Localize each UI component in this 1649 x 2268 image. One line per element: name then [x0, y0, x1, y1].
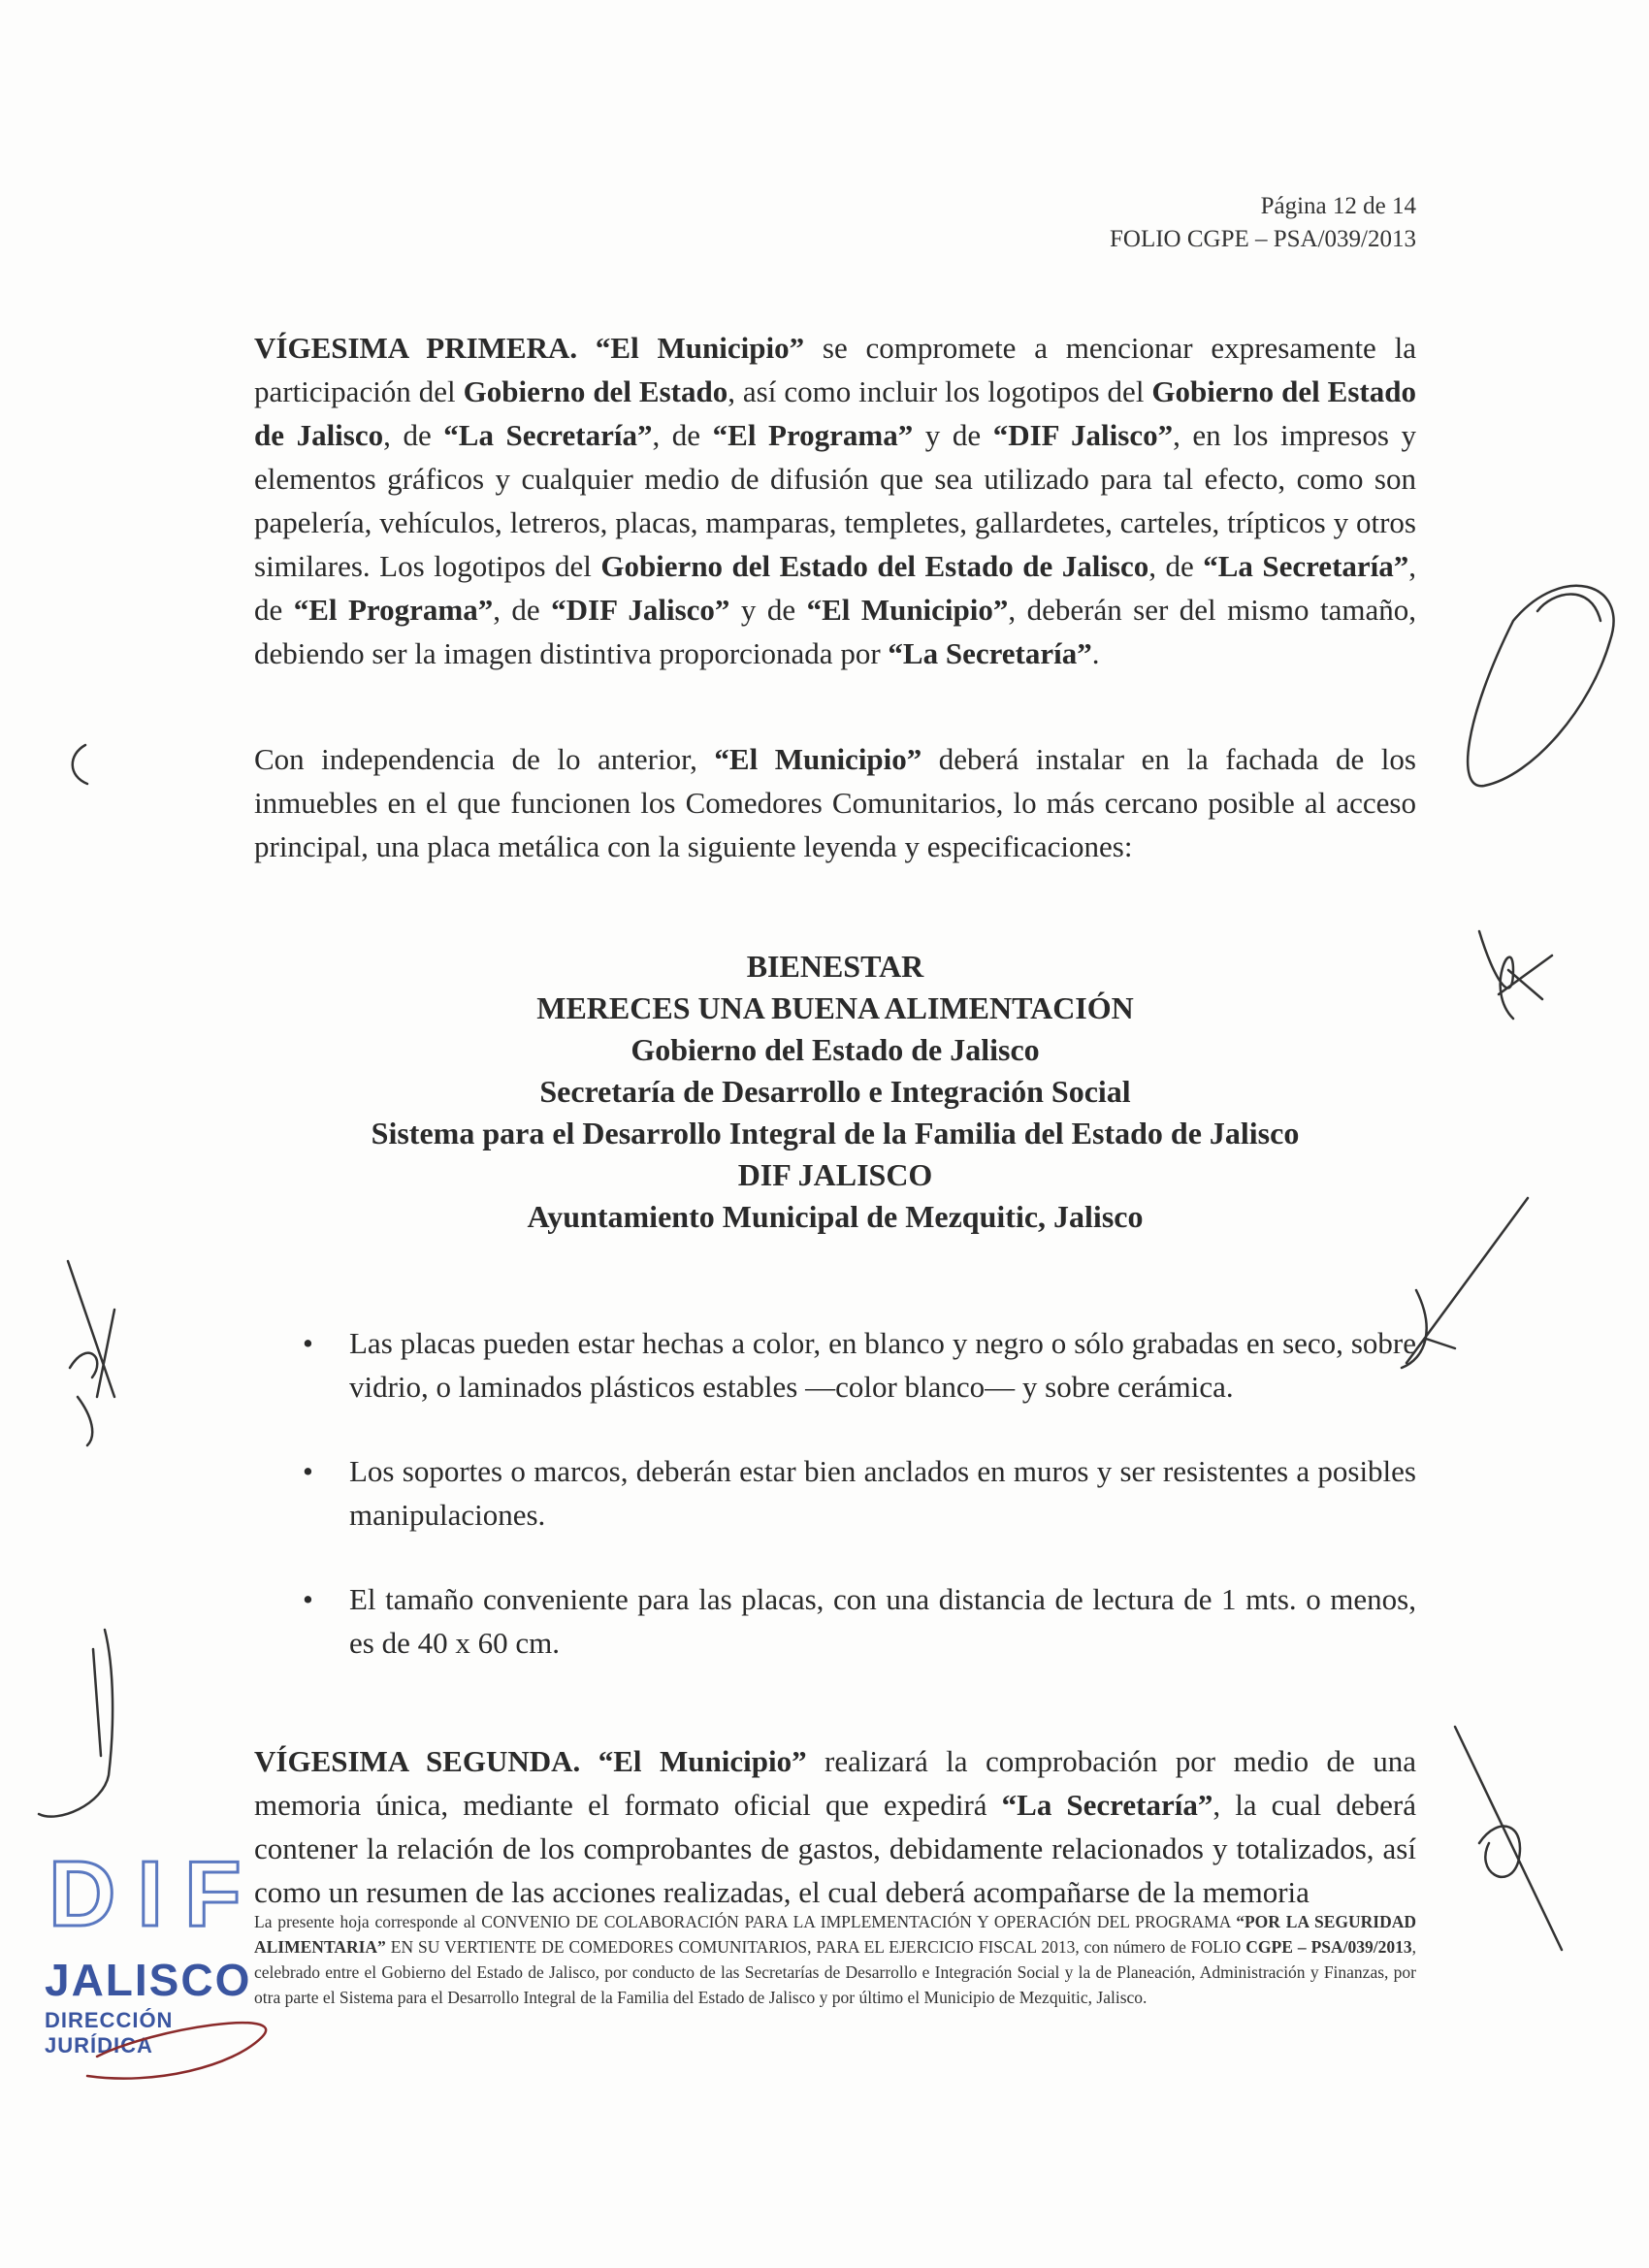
bullet-icon: •: [303, 1454, 313, 1488]
placa-line: Sistema para el Desarrollo Integral de la Familia del Estado de Jalisco: [371, 1116, 1300, 1150]
page-footnote: [254, 1909, 1416, 2010]
text-run: y de: [913, 418, 993, 452]
list-item-text: Los soportes o marcos, deberán estar bien anclados en muros y ser resistentes a posibles manipulaciones.: [349, 1454, 1416, 1532]
list-item: [303, 1449, 1416, 1537]
signature-slash-right: [1402, 1198, 1528, 1368]
term-municipio: “El Municipio”: [806, 593, 1009, 627]
clause-vigesima-segunda: [254, 1739, 1416, 1914]
text-run: , de: [383, 418, 444, 452]
text-run: , de: [652, 418, 713, 452]
term-programa: “El Programa”: [712, 418, 914, 452]
term-gobierno-estado: Gobierno del Estado del Estado de Jalisco: [600, 549, 1149, 583]
page-number: Página 12 de 14: [1260, 193, 1416, 219]
text-run: , de: [1148, 549, 1204, 583]
text-run: y de: [729, 593, 807, 627]
term-gobierno: Gobierno del Estado: [463, 374, 728, 408]
text-run: , celebrado entre el Gobierno del Estado de Jalisco, por conducto de las Secretarías de Desarrollo e Integración Social y la de Planeación, Administración y Finanzas, por otra parte el Sistema para el Desarrollo Integral de la Familia del Estado de Jalisco y por último el Municipio de Mezquitic, Jalisco.: [254, 1937, 1416, 2007]
signature-vertical-left: [39, 1630, 113, 1817]
list-item: [303, 1321, 1416, 1409]
stamp-department: DIRECCIÓN JURÍDICA: [45, 2008, 174, 2057]
term-programa: “El Programa”: [293, 593, 494, 627]
signature-left-arrow: [68, 1261, 114, 1445]
placa-line: MERECES UNA BUENA ALIMENTACIÓN: [536, 990, 1134, 1025]
list-item-text: El tamaño conveniente para las placas, con una distancia de lectura de 1 mts. o menos, es de 40 x 60 cm.: [349, 1582, 1416, 1660]
term-dif: “DIF Jalisco”: [551, 593, 730, 627]
placa-legend: [254, 946, 1416, 1238]
folio-number: FOLIO CGPE – PSA/039/2013: [1109, 226, 1416, 252]
text-run: , de: [493, 593, 552, 627]
placa-intro-paragraph: [254, 737, 1416, 868]
text-run: EN SU VERTIENTE DE COMEDORES COMUNITARIOS, PARA EL EJERCICIO FISCAL 2013, con número de FOLIO: [385, 1937, 1246, 1957]
initials-mark: [1479, 931, 1552, 1019]
bullet-icon: •: [303, 1582, 313, 1616]
term-gobierno-jalisco: Gobierno del Estado de Jalisco: [254, 374, 1416, 452]
text-run: .: [1091, 636, 1100, 670]
term-folio: CGPE – PSA/039/2013: [1245, 1937, 1412, 1957]
term-programa: “POR LA SEGURIDAD ALIMENTARIA”: [254, 1912, 1416, 1957]
dif-stamp: [39, 1833, 272, 2066]
stamp-state: JALISCO: [45, 1955, 252, 2005]
text-run: , en los impresos y elementos gráficos y cualquier medio de difusión que sea utilizado para tal efecto, como son papelería, vehículos, letreros, placas, mamparas, templetes, gallardetes, carteles, trípticos y otros similares. Los logotipos del: [254, 418, 1417, 583]
text-run: Con independencia de lo anterior,: [254, 742, 715, 776]
list-item: [303, 1577, 1416, 1665]
placa-line: DIF JALISCO: [737, 1157, 933, 1192]
term-dif: “DIF Jalisco”: [992, 418, 1174, 452]
signature-right-slash: [1455, 1727, 1562, 1950]
text-run: , deberán ser del mismo tamaño, debiendo ser la imagen distintiva proporcionada por: [254, 593, 1416, 670]
specifications-list: [303, 1321, 1416, 1705]
text-run: se compromete a mencionar expresamente la participación del: [254, 331, 1416, 408]
term-secretaria: “La Secretaría”: [1203, 549, 1409, 583]
page-header: [1110, 190, 1416, 256]
signature-oval: [1468, 586, 1613, 786]
text-run: , así como incluir los logotipos del: [728, 374, 1152, 408]
text-run: La presente hoja corresponde al CONVENIO DE COLABORACIÓN PARA LA IMPLEMENTACIÓN Y OPERACIÓN DEL PROGRAMA: [254, 1912, 1237, 1931]
text-run: deberá instalar en la fachada de los inmuebles en el que funcionen los Comedores Comunitarios, lo más cercano posible al acceso principal, una placa metálica con la siguiente leyenda y especificaciones:: [254, 742, 1416, 863]
text-run: , de: [254, 549, 1417, 627]
text-run: realizará la comprobación por medio de una memoria única, mediante el formato oficial que expedirá: [254, 1744, 1417, 1822]
placa-line: Secretaría de Desarrollo e Integración Social: [539, 1074, 1131, 1109]
term-municipio: “El Municipio”: [598, 1744, 807, 1778]
term-municipio: “El Municipio”: [714, 742, 922, 776]
list-item-text: Las placas pueden estar hechas a color, en blanco y negro o sólo grabadas en seco, sobre vidrio, o laminados plásticos estables —color blanco— y sobre cerámica.: [349, 1326, 1416, 1404]
clause-heading: VÍGESIMA SEGUNDA.: [254, 1744, 581, 1778]
bullet-icon: •: [303, 1326, 313, 1360]
placa-line: Ayuntamiento Municipal de Mezquitic, Jalisco: [527, 1199, 1144, 1234]
corner-mark: [73, 745, 87, 784]
stamp-letters: DIF: [48, 1842, 263, 1946]
term-secretaria: “La Secretaría”: [1001, 1788, 1213, 1822]
placa-line: BIENESTAR: [746, 949, 924, 984]
term-secretaria: “La Secretaría”: [443, 418, 653, 452]
term-municipio: “El Municipio”: [595, 331, 805, 365]
clause-vigesima-primera: [254, 326, 1416, 675]
term-secretaria: “La Secretaría”: [888, 636, 1092, 670]
signature-oval-tail: [1537, 595, 1600, 622]
clause-heading: VÍGESIMA PRIMERA.: [254, 331, 578, 365]
placa-line: Gobierno del Estado de Jalisco: [630, 1032, 1040, 1067]
text-run: , la cual deberá contener la relación de los comprobantes de gastos, debidamente relacionados y totalizados, así como un resumen de las acciones realizadas, el cual deberá acompañarse de la memoria: [254, 1788, 1416, 1909]
